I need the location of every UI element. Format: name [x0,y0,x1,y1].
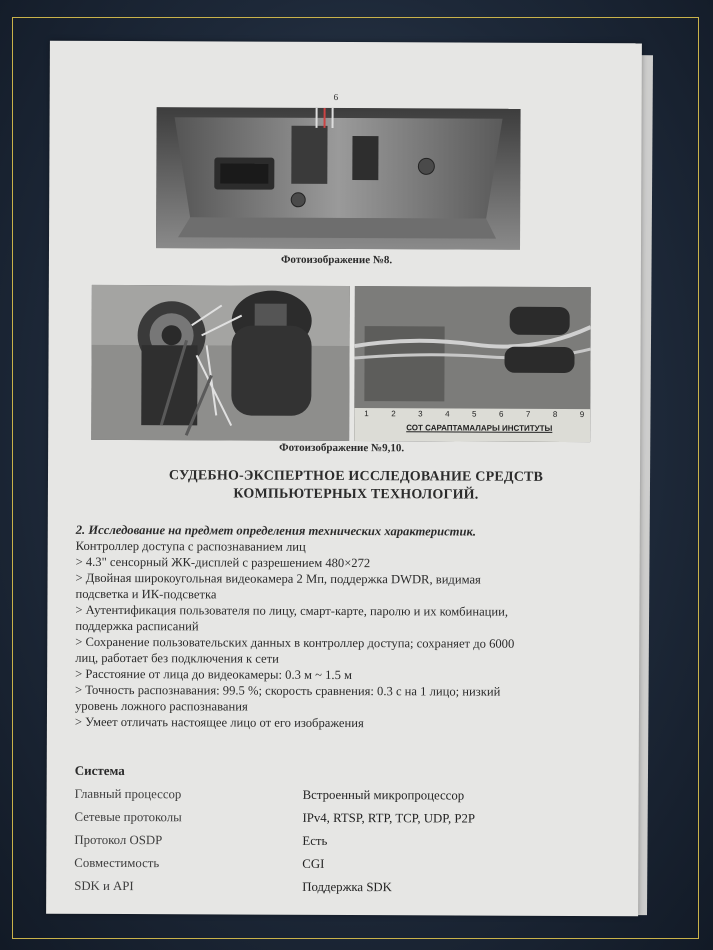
text-line: > Аутентификация пользователя по лицу, смарт-карте, паролю и их комбинации, [75,602,509,619]
text-line: > Сохранение пользовательских данных в контроллер доступа; сохраняет до 6000 [75,634,515,651]
section-title: СУДЕБНО-ЭКСПЕРТНОЕ ИССЛЕДОВАНИЕ СРЕДСТВ КОМПЬЮТЕРНЫХ ТЕХНОЛОГИЙ. [168,468,544,503]
text-line: > 4.3" сенсорный ЖК-дисплей с разрешением 480×272 [75,554,371,571]
text-line: поддержка расписаний [75,618,199,634]
spec-key: Главный процессор [74,786,182,802]
photo-9-10-caption: Фотоизображение №9,10. [279,441,405,455]
text-line: лиц, работает без подключения к сети [75,650,279,666]
text-line: > Умеет отличать настоящее лицо от его изображения [74,714,364,731]
characteristics-text [75,522,616,732]
spec-key: Протокол OSDP [74,832,163,848]
ruler-numbers: 1 2 3 4 5 6 7 8 9 [364,409,585,420]
spec-key: Сетевые протоколы [74,809,182,825]
spec-row [74,856,594,876]
characteristics-heading: 2. Исследование на предмет определения технических характеристик. [75,522,477,539]
spec-row [75,787,595,807]
text-line: > Точность распознавания: 99.5 %; скорость сравнения: 0.3 с на 1 лицо; низкий [75,682,501,699]
photo-8-caption: Фотоизображение №8. [280,253,393,267]
text-line: Контроллер доступа с распознаванием лиц [75,538,306,554]
photo-8-device-underside [156,107,521,250]
spec-key: Совместимость [74,855,160,871]
ruler-label: СОТ САРАПТАМАЛАРЫ ИНСТИТУТЫ [406,423,553,433]
spec-key: SDK и API [74,878,134,894]
spec-row [74,833,594,853]
page-number: 6 [333,91,339,102]
document-page [46,41,642,917]
spec-value: IPv4, RTSP, RTP, TCP, UDP, P2P [302,810,476,826]
text-line: > Двойная широкоугольная видеокамера 2 Мп, поддержка DWDR, видимая [75,570,481,587]
text-line: > Расстояние от лица до видеокамеры: 0.3 м ~ 1.5 м [75,666,353,683]
specs-title: Система [74,762,125,779]
spec-row [74,879,594,899]
spec-value: Поддержка SDK [302,879,392,895]
photo-9-cable-connectors [91,285,350,441]
spec-value: Встроенный микропроцессор [302,787,465,803]
spec-value: Есть [302,833,328,848]
spec-value: CGI [302,856,325,871]
spec-row [74,810,594,830]
text-line: уровень ложного распознавания [74,698,248,714]
text-line: подсветка и ИК-подсветка [75,586,217,602]
